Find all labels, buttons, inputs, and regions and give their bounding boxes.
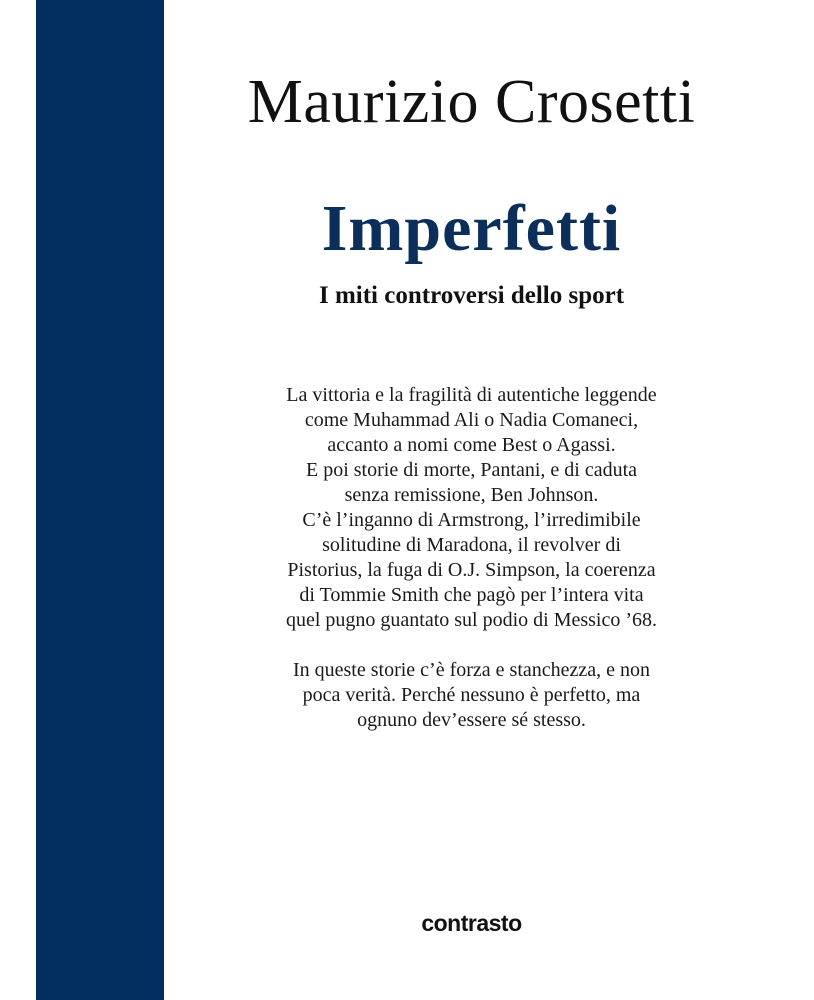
blurb-line: Pistorius, la fuga di O.J. Simpson, la coerenza — [287, 559, 656, 581]
spine-color-bar — [36, 0, 164, 1000]
blurb-line: accanto a nomi come Best o Agassi. — [327, 434, 616, 456]
blurb-line: come Muhammad Ali o Nadia Comaneci, — [304, 409, 639, 431]
blurb-line: senza remissione, Ben Johnson. — [344, 484, 599, 506]
book-subtitle: I miti controversi dello sport — [318, 282, 625, 309]
blurb-line: E poi storie di morte, Pantani, e di caduta — [305, 459, 638, 481]
author-name: Maurizio Crosetti — [247, 68, 696, 136]
publisher-logo: contrasto — [421, 910, 522, 936]
blurb-line: C’è l’inganno di Armstrong, l’irredimibile — [302, 509, 641, 531]
blurb-line: La vittoria e la fragilità di autentiche leggende — [286, 384, 657, 406]
blurb-line: quel pugno guantato sul podio di Messico ’68. — [285, 609, 658, 631]
blurb-line: In queste storie c’è forza e stanchezza, e non — [292, 659, 651, 681]
blurb-line: poca verità. Perché nessuno è perfetto, ma — [302, 684, 641, 706]
blurb-line: ognuno dev’essere sé stesso. — [357, 709, 586, 731]
cover-blurb — [164, 383, 779, 733]
book-title: Imperfetti — [321, 192, 622, 265]
paragraph-gap — [164, 633, 779, 658]
book-cover — [164, 0, 814, 1000]
blurb-line: di Tommie Smith che pagò per l’intera vita — [299, 584, 644, 606]
blurb-line: solitudine di Maradona, il revolver di — [322, 534, 621, 556]
